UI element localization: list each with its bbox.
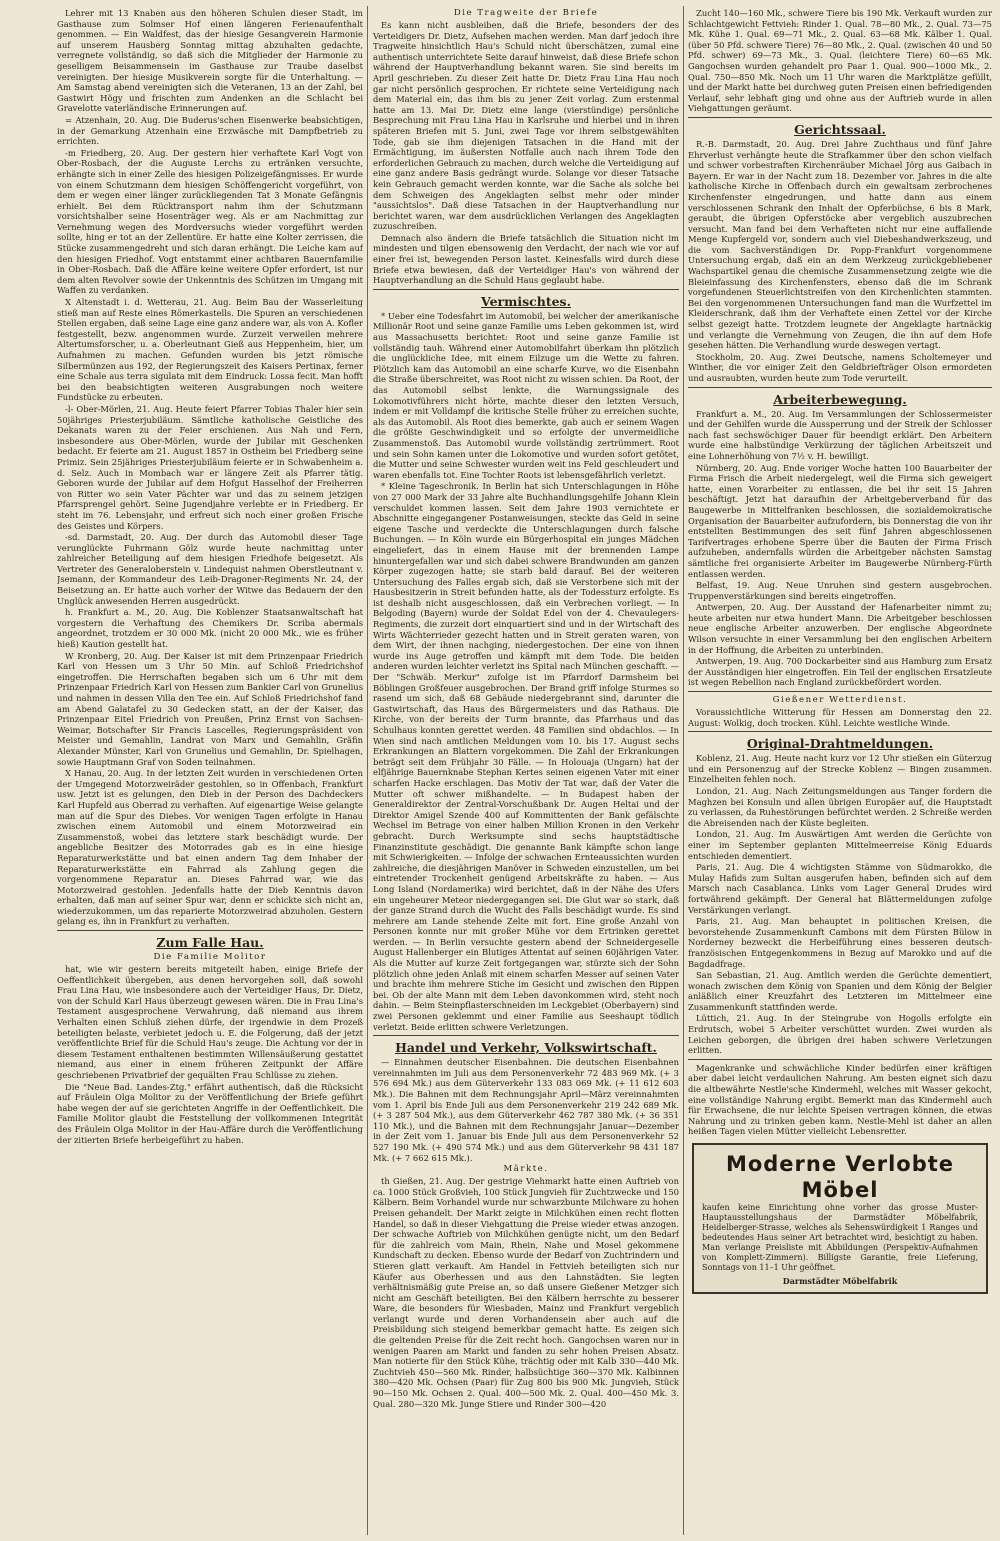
article-paragraph: th Gießen, 21. Aug. Der gestrige Viehmarkt hatte einen Auftrieb von ca. 1000 Stück Großvieh, 100 Stück Jungvieh für Zuchtzwecke und 150 Kälbern. Beim Vorhandel wurde nur schwarzbunte Milchware zu hohen Preisen gehandelt. Der Markt zeigte in Milchkühen einen recht flotten Handel, so daß in dieser Viehgattung die Preise wieder etwas anzogen. Der schwache Auftrieb von Milchkühen genügte nicht, um den Bedarf für die zahlreich vom Main, Rhein, Nahe und Mosel gekommene Kundschaft zu decken. Ebenso wurde der Bedarf von Zuchtrindern und Stieren glatt verkauft. Am Handel in Fettvieh beteiligten sich nur Käufer aus Oberhessen und aus den Lahnstädten. Sie legten verhältnismäßig gute Preise an, so daß unsere Gießener Metzger sich nicht am Geschäft beteiligten. Bei den Kälbern herrschte zu besserer Ware, die besonders für Wiesbaden, Mainz und Frankfurt vergeblich verlangt wurde und deren Vorhandensein aber auch auf die Preisbildung sich steigend bemerkbar gemacht hatte. Es zeigen sich die geltenden Preise für die Zeit recht hoch. Gangochsen waren nur in wenigen Paaren am Markt und fanden zu sehr hohen Preisen Absatz. Man notierte für den Stück Kühe, trächtig oder mit Kalb 330—440 Mk. Zuchtvieh 450—560 Mk. Rinder, halbsüchtige 360—370 Mk. Kalbinnen 380—420 Mk. Ochsen (Paar) für Zug 800 bis 900 Mk. Jungvieh, Stück 90—150 Mk. Ochsen 2. Qual. 400—500 Mk. 2. Qual. 400—450 Mk. 3. Qual. 280—320 Mk. Junge Stiere und Rinder 300—420 xyxy=(373,1176,679,1409)
section-divider xyxy=(688,691,992,692)
article-paragraph: X Hanau, 20. Aug. In der letzten Zeit wurden in verschiedenen Orten der Umgegend Motorzweiräder gestohlen, so in Offenbach, Frankfurt usw. Jetzt ist es gelungen, den Dieb in der Person des Dachdeckers Karl Hupfeld aus Oberrad zu verhaften. Auf eigenartige Weise gelangte man auf die Spur des Diebes. Vor wenigen Tagen erfolgte in Hanau zwischen einem Automobil und einem Motorzweirad ein Zusammenstoß, wobei das letztere stark beschädigt wurde. Der angebliche Besitzer des Motorrades gab es in eine hiesige Reparaturwerkstätte und bat einen andern Tag dem Inhaber der Reparaturwerkstätte ein Fahrrad als Zahlung gegen die vorgenommene Reparatur an. Dieses Fahrrad war, wie das Motorzweirad gestohlen. Jedenfalls hatte der Dieb Kenntnis davon erhalten, daß man auf seiner Spur war, denn er schickte sich nicht an, wiederzukommen, um das reparierte Motorzweirad abzuholen. Gestern gelang es, ihn in Frankfurt zu verhaften. xyxy=(57,768,363,927)
advertisement-footer: Darmstädter Möbelfabrik xyxy=(782,1276,898,1286)
article-paragraph: * Ueber eine Todesfahrt im Automobil, bei welcher der amerikanische Millionär Root und seine ganze Familie ums Leben gekommen ist, wird aus Massachusetts berichtet: Root und seine ganze Familie ist vollständig tauh. Während einer Automobilfahrt überkam ihn plötzlich die unglückliche Idee, mit einem Eilzuge um die Wette zu fahren. Plötzlich kam das Automobil an eine scharfe Kurve, wo die Eisenbahn die Straße überschreitet, was Root nicht zu wissen schien. Da Root, der das Automobil selbst lenkte, die Warnungssignale des Lokomotivführers nicht hörte, machte dieser den letzten Versuch, indem er mit Volldampf die kritische Stelle früher zu erreichen suchte, als das Automobil. Als Root dies bemerkte, gab auch er seinem Wagen die größte Geschwindigkeit und so erfolgte der unvermeidliche Zusammenstoß. Das Automobil wurde vollständig zertrümmert. Root und sein Sohn kamen unter die Lokomotive und wurden sofort getötet, die Mutter und seine Schwester wurden weit ins Feld geschleudert und waren ebenfalls tot. Eine Tochter Roots ist lebensgefährlich verletzt. xyxy=(373,310,679,480)
article-paragraph: Belfast, 19. Aug. Neue Unruhen sind gestern ausgebrochen. Truppenverstärkungen sind bereits eingetroffen. xyxy=(688,580,992,601)
article-paragraph: Lehrer mit 13 Knaben aus den höheren Schulen dieser Stadt, im Gasthause zum Solmser Hof einen längeren Ferienaufenthalt genommen. — Ein Waldfest, das der hiesige Gesangverein Harmonie auf unserem Hausberg Sonntag mittag abzuhalten gedachte, verregnete vollständig, so daß sich die Mitglieder der Harmonie zu geselligem Beisammensein im Gasthause zur Traube daselbst vereinigten. Der hiesige Musikverein sorgte für die Unterhaltung. — Am Samstag abend vereinigten sich die Veteranen, 13 an der Zahl, bei Gastwirt Högy und frischten zum Andenken an die Schlacht bei Gravelotte vaterländische Erinnerungen auf. xyxy=(57,8,363,114)
notice-paragraph: Magenkranke und schwächliche Kinder bedürfen einer kräftigen aber dabei leicht verdaulichen Nahrung. Am besten eignet sich dazu die altbewährte Nestle'sche Kindermehl, welches mit Wasser gekocht, eine vollständige Nahrung ergibt. Bemerkt man das Kindermehl auch für Erwachsene, die nur leichte Speisen vertragen können, die etwas Nahrung und zu trinken geben kann. Nestle-Mehl ist daher an allen heißen Tagen vielen Mütter vielleicht Lebensretter. xyxy=(688,1062,992,1137)
section-subheading: Die Familie Molitor xyxy=(153,952,267,963)
column-rule xyxy=(683,6,684,1535)
article-paragraph: Es kann nicht ausbleiben, daß die Briefe, besonders der des Verteidigers Dr. Dietz, Aufsehen machen werden. Man darf jedoch ihre Tragweite hinsichtlich Hau's Schuld nicht überschätzen, zumal eine authentisch unterrichtete Seite darauf hinweist, daß diese Briefe schon während der Hauptverhandlung bekannt waren. Sie sind bereits im April geschrieben. Zu dieser Zeit hatte Dr. Dietz Frau Lina Hau noch gar nicht persönlich gesprochen. Er richtete seine Verteidigung nach dem Material ein, das ihm bis zu jener Zeit vorlag. Zum erstenmal hatte am 13. Mai Dr. Dietz eine lange (vierstündige) persönliche Besprechung mit Frau Lina Hau in Karlsruhe und hierbei und in ihren späteren Briefen mit 5. Juni, zwei Tage vor ihrem selbstgewählten Tode, gab sie ihm diejenigen Tatsachen in die Hand mit der Ermächtigung, im äußersten Notfalle auch nach ihrem Tode den erforderlichen Gebrauch zu machen, durch welche die Verteidigung auf eine ganz andere Basis gedrängt wurde. Solange vor dieser Tatsache kein Gebrauch gemacht werden konnte, war die Sache als solche bei dem Schweigen des Angeklagten selbst mehr oder minder "aussichtslos". Daß diese Tatsachen in der Hauptverhandlung nur berichtet waren, war dem ausdrücklichen Verlangen des Angeklagten zuzuschreiben. xyxy=(373,20,679,232)
section-divider xyxy=(688,387,992,388)
article-paragraph: = Atzenhain, 20. Aug. Die Buderus'schen Eisenwerke beabsichtigen, in der Gemarkung Atzenhain eine Erzwäsche mit Dampfbetrieb zu errichten. xyxy=(57,114,363,147)
advertisement-text: kaufen keine Einrichtung ohne vorher das grosse Muster-Hauptausstellungshaus der Darmstädter Möbelfabrik, Heidelberger-Strasse, welches als Sehenswürdigkeit 1 Ranges und bedeutendes Haus seiner Art betrachtet wird, besichtigt zu haben. Man verlange Preisliste mit Abbildungen (Perspektiv-Aufnahmen von Komplett-Zimmern). Billigste Garantie, freie Lieferung, Sonntags von 11–1 Uhr geöffnet. xyxy=(702,1203,978,1272)
advertisement-title: Moderne Verlobte Möbel xyxy=(725,1152,955,1202)
wire-report: Koblenz, 21. Aug. Heute nacht kurz vor 12 Uhr stießen ein Güterzug und ein Personenzug auf der Strecke Koblenz — Bingen zusammen. Einzelheiten fehlen noch. xyxy=(688,753,992,785)
column-1 xyxy=(57,8,363,1533)
article-paragraph: — Einnahmen deutscher Eisenbahnen. Die deutschen Eisenbahnen vereinnahmten im Juli aus dem Personenverkehr 72 483 969 Mk. (+ 3 576 694 Mk.) aus dem Güterverkehr 133 083 069 Mk. (+ 11 612 603 Mk.). Die Bahnen mit dem Rechnungsjahr April—März vereinnahmten vom 1. April bis Ende Juli aus dem Personenverkehr 219 242 689 Mk. (+ 3 287 504 Mk.), aus dem Güterverkehr 462 787 380 Mk. (+ 36 351 110 Mk.), und die Bahnen mit dem Rechnungsjahr Januar—Dezember in der Zeit vom 1. Januar bis Ende Juli aus dem Personenverkehr 52 527 190 Mk. (+ 490 574 Mk.) und aus dem Güterverkehr 98 431 187 Mk. (+ 7 662 615 Mk.). xyxy=(373,1057,679,1163)
section-heading-drahtmeldungen: Original-Drahtmeldungen. xyxy=(746,736,934,752)
section-heading-hau: Zum Falle Hau. xyxy=(156,935,264,951)
section-heading-handel: Handel und Verkehr, Volkswirtschaft. xyxy=(395,1040,657,1056)
article-paragraph: -sd. Darmstadt, 20. Aug. Der durch das Automobil dieser Tage verunglückte Fuhrmann Gölz wurde heute nachmittag unter zahlreicher Beteiligung auf dem hiesigen Friedhofe beigesetzt. Als Vertreter des Generaloberstein v. Lindequist nahmen Oberstleutnant v. Jsemann, der Kommandeur des Leib-Dragoner-Regiments Nr. 24, der Beisetzung an. Er hatte auch vorher der Witwe das Bedauern der den Unglück anwesenden Herren ausgedrückt. xyxy=(57,532,363,606)
column-rule xyxy=(367,6,368,1535)
article-paragraph: Frankfurt a. M., 20. Aug. Im Versammlungen der Schlossermeister und der Gehilfen wurde die Aussperrung und der Streik der Schlosser nach fast sechswöchiger Dauer für beendigt erklärt. Den Arbeitern wurde eine halbstündige Verkürzung der täglichen Arbeitszeit und eine Lohnerhöhung von 7½ v. H. bewilligt. xyxy=(688,408,992,461)
wire-report: London, 21. Aug. Nach Zeitungsmeldungen aus Tanger fordern die Maghzen bei Konsuln und allen übrigen Europäer auf, die Hauptstadt zu verlassen, da Ruhestörungen befürchtet werden. 2 Schreiße werden die Abreisenden nach der Küste begleiten. xyxy=(688,786,992,828)
article-paragraph: Antwerpen, 20. Aug. Der Ausstand der Hafenarbeiter nimmt zu; heute arbeiten nur etwa hundert Mann. Die Arbeitgeber beschlossen neue englische Arbeiter anzuwerben. Der englische Abgeordnete Wilson versuchte in einer Versammlung bei den englischen Arbeitern in der Hoffnung, die Arbeiten zu unterbinden. xyxy=(688,602,992,655)
section-heading-arbeiterbewegung: Arbeiterbewegung. xyxy=(773,391,907,407)
wire-report: London, 21. Aug. Im Auswärtigen Amt werden die Gerüchte von einer im September geplanten Mittelmeerreise König Eduards entschieden dementiert. xyxy=(688,829,992,861)
article-paragraph: h. Frankfurt a. M., 20. Aug. Die Koblenzer Staatsanwaltschaft hat vorgestern die Verhaftung des Chemikers Dr. Scriba abermals angeordnet, trotzdem er 30 000 Mk. (nicht 20 000 Mk., wie es früher hieß) Kaution gestellt hat. xyxy=(57,607,363,650)
article-paragraph: R.-B. Darmstadt, 20. Aug. Drei Jahre Zuchthaus und fünf Jahre Ehrverlust verhängte heute die Strafkammer über den schon vielfach und schwer vorbestraften Kirchenräuber Michael Jörg aus Gaibach in Bayern. Er war in der Nacht zum 18. Dezember vor. Jahres in die alte katholische Kirche in Offenbach durch ein gewaltsam zerbrochenes Kirchenfenster eingedrungen, und hatte dann aus einem verschlossenen Schrank den Inhalt der Opferbüchse, 6 bis 8 Mark, geraubt, die übrigen Opferstöcke aber vergeblich auszubrechen versucht. Man fand bei dem Verhafteten nicht nur eine auffallende Menge Kupfergeld vor, sondern auch viel Diebeshandwerkszeug, und die vom Sachverständigen Dr. Popp-Frankfurt vorgenommene Untersuchung ergab, daß ein an dem Werkzeug zurückgebliebener Wachspartikel genau die chemische Zusammensetzung zeigte wie die Bleieinfassung des Kirchenfensters, ebenso daß die im Schrank vorgefundenen Steuerlichtstreifen von den Kirchenlichten stammten. Bei den vorgenommenen Untersuchungen fand man die Wurfzettel im Kleiderschrank, daß ihm der Verhaftete einen Zettel vor der Kirche selbst gezeigt hatte. Trotzdem leugnete der Angeklagte hartnäckig und verlangte die Vernehmung von Zeugen, die ihn auf dem Hofe gesehen hätten. Die Verhandlung wurde deswegen vertagt. xyxy=(688,138,992,351)
section-divider xyxy=(688,117,992,118)
furniture-advertisement xyxy=(692,1143,988,1294)
article-paragraph: Die "Neue Bad. Landes-Ztg." erfährt authentisch, daß die Rücksicht auf Fräulein Olga Molitor zu der Veröffentlichung der Briefe geführt habe wegen der auf sie gerichteten Angriffe in der Oeffentlichkeit. Die Familie Molitor glaubt die Feststellung der vollkommenen Integrität des Fräulein Olga Molitor in der Hau-Affäre durch die Veröffentlichung der zitierten Briefe herbeigeführt zu haben. xyxy=(57,1081,363,1145)
article-paragraph: -m Friedberg, 20. Aug. Der gestern hier verhaftete Karl Vogt von Ober-Rosbach, der die Auguste Lerchs zu ertränken versuchte, erhängte sich in einer Zelle des hiesigen Polizeigefängnisses. Er wurde von einem Schutzmann dem hiesigen Schöffengericht vorgeführt, von dem er wegen einer länger zurückliegenden Tat 3 Monate Gefängnis erhielt. Bei dem Rücktransport nahm ihm der Schutzmann vorsichtshalber seine Hosenträger weg. Als er am Nachmittag zur Vernehmung wegen des Mordversuchs wieder vorgeführt werden sollte, hing er tot an der Zellentüre. Er hatte eine Kolter zerrissen, die Stücke zusammengedreht und sich daran erhängt. Die Leiche kam auf den hiesigen Friedhof. Vogt entstammt einer achtbaren Bauernfamilie in Ober-Rosbach. Daß die Affäre keine weitere Opfer erfordert, ist nur dem alten Revolver sowie der Unkenntnis des Schützen im Umgang mit Waffen zu verdanken. xyxy=(57,147,363,296)
article-paragraph: Demnach also ändern die Briefe tatsächlich die Situation nicht im mindesten und tilgen ebensowenig den Verdacht, der nach wie vor auf einer frei ist, bewegenden Person lastet. Keinesfalls wird durch diese Briefe etwa bewiesen, daß der Verteidiger Hau's von während der Hauptverhandlung an die Schuld Haus geglaubt habe. xyxy=(373,232,679,286)
column-2 xyxy=(373,8,679,1533)
section-divider xyxy=(373,1035,679,1036)
subsection-heading-maerkte: Märkte. xyxy=(503,1164,549,1175)
section-divider xyxy=(373,289,679,290)
section-divider xyxy=(688,1059,992,1060)
wire-report: San Sebastian, 21. Aug. Amtlich werden die Gerüchte dementiert, wonach zwischen dem König von Spanien und dem König der Belgier anläßlich einer Kreuzfahrt des Letzteren im Mittelmeer eine Zusammenkunft stattfinden werde. xyxy=(688,970,992,1012)
wire-report: Paris, 21. Aug. Man behauptet in politischen Kreisen, die bevorstehende Zusammenkunft Cambons mit dem Fürsten Bülow in Norderney bezweckt die Herbeiführung eines besseren deutsch-französischen Entgegenkommens in Bezug auf Marokko und auf die Bagdadfrage. xyxy=(688,916,992,969)
article-paragraph: Antwerpen, 19. Aug. 700 Dockarbeiter sind aus Hamburg zum Ersatz der Ausständigen hier eingetroffen. Ein Teil der englischen Ersatzleute ist wegen Rebellion nach England zurückbefördert worden. xyxy=(688,656,992,688)
section-divider xyxy=(688,731,992,732)
section-heading-gerichtssaal: Gerichtssaal. xyxy=(794,121,886,137)
article-paragraph: Nürnberg, 20. Aug. Ende voriger Woche hatten 100 Bauarbeiter der Firma Frisch die Arbeit niedergelegt, weil die Firma sich geweigert hatte, einen Vorarbeiter zu entlassen, die bei ihr seit 15 Jahren beschäftigt. Jetzt hat daraufhin der Arbeitgeberverband für das Baugewerbe in Mittelfranken beschlossen, die sozialdemokratische Organisation der Bauarbeiter aufzufordern, bis Donnerstag die von ihr entstellten Bestimmungen des seit fünf Jahren abgeschlossenen Tarifvertrages erhobene Sperre über die Bauten der Firma Frisch aufzuheben, andernfalls würden die Arbeitgeber nächsten Samstag sämtliche frei organisierte Arbeiter im Baugewerbe Nürnberg-Fürth entlassen werden. xyxy=(688,462,992,579)
article-paragraph: Stockholm, 20. Aug. Zwei Deutsche, namens Scholtemeyer und Winther, die vor einiger Zeit den Geldbriefträger Olson ermordeten und ausraubten, wurden heute zum Tode verurteilt. xyxy=(688,351,992,383)
section-heading-vermischtes: Vermischtes. xyxy=(481,293,571,309)
column-3 xyxy=(688,8,992,1533)
wire-report: Paris, 21. Aug. Die 4 wichtigsten Stämme von Südmarokko, die Mulay Hafids zum Sultan ausgerufen haben, befinden sich auf dem Marsch nach Casablanca. Links vom Lager General Drudes wird fortwährend gekämpft. Der General hat Blättermeldungen zufolge Verstärkungen verlangt. xyxy=(688,862,992,915)
wire-report: Lüttich, 21. Aug. In der Steingrube von Hogolls erfolgte ein Erdrutsch, wobei 5 Arbeiter verschüttet wurden. Zwei wurden als Leichen geborgen, die übrigen drei haben schwere Verletzungen erlitten. xyxy=(688,1013,992,1056)
article-paragraph: hat, wie wir gestern bereits mitgeteilt haben, einige Briefe der Oeffentlichkeit übergeben, aus denen hervorgehen soll, daß sowohl Frau Lina Hau, wie insbesondere auch der Verteidiger Haus, Dr. Dietz, von der Schuld Karl Haus überzeugt gewesen wären. Die in Frau Lina's Testament ausgesprochene Verwahrung, daß niemand aus ihrem Verhalten einen Schluß ziehen dürfe, der irgendwie in dem Prozeß beteiligten belaste, verbietet jedoch u. E. die Folgerung, daß der jetzt veröffentlichte Brief für die Schuld Hau's zeuge. Die Achtung vor der in diesem Testament enthaltenen bestimmten Willensäußerung gestattet niemand, aus einer in einem früheren Zeitpunkt der Affäre geschriebenen Privatbrief der gequälten Frau Schlüsse zu ziehen. xyxy=(57,964,363,1080)
article-paragraph: X Altenstadt i. d. Wetterau, 21. Aug. Beim Bau der Wasserleitung stieß man auf Reste eines Römerkastells. Die Spuren an verschiedenen Stellen ergaben, daß seine Lage eine ganz andere war, als von A. Kofler festgestellt, bezw. angenommen wurde. Zurzeit verweilen mehrere Altertumsforscher, u. a. Oberleutnant Gieß aus Heppenheim, hier, um Aufnahmen zu machen. Gefunden wurden bis jetzt römische Silbermünzen aus 192, der Regierungszeit des Kaisers Pertinax, ferner eine Schale aus terra sigulata mit dem Eindruck: Lossa fecit. Man hofft bei den beabsichtigten weiteren Ausgrabungen noch weitere Fundstücke zu erbeuten. xyxy=(57,297,363,403)
weather-forecast: Voraussichtliche Witterung für Hessen am Donnerstag den 22. August: Wolkig, doch trocken. Kühl. Leichte westliche Winde. xyxy=(688,707,992,728)
article-paragraph: * Kleine Tageschronik. In Berlin hat sich Unterschlagungen in Höhe von 27 000 Mark der 33 Jahre alte Buchhandlungsgehilfe Johann Klein verschuldet kommen lassen. Seit dem Jahre 1903 vernichtete er Abschnitte eingegangener Postanweisungen, steckte das Geld in seine eigene Tasche und verdeckte die Unterschlagungen durch falsche Buchungen. — In Köln wurde ein Bürgerhospital ein junges Mädchen eingeliefert, das in einem Hause mit der brennenden Lampe hinuntergefallen war und sich dabei schwere Brandwunden am ganzen Körper zugezogen hatte; sie starb bald darauf. Bei der weiteren Untersuchung des Falles ergab sich, daß sie Verstorbene sich mit der Hausbesitzerin in Streit befunden hatte, als der Todessturz erfolgte. Es ist deshalb nicht ausgeschlossen, daß ein Verbrechen vorliegt. — In Belgoding (Bayern) wurde der Soldat Edel von der 4. Chevaulegers-Regiments, die zurzeit dort einquartiert sind und in der Wirtschaft des Wirts Wächterrieder gezecht hatten und in Streit geraten waren, von dem Wirt, der ihnen nachging, niedergestochen. Der eine von ihnen wurde ins Auge getroffen und kämpft mit dem Tode. Die beiden anderen wurden leichter verletzt ins Spital nach München geschafft. — Der "Schwäb. Merkur" zufolge ist im Pfarrdorf Darmsheim bei Böblingen Großfeuer ausgebrochen. Der Brand griff infolge Sturmes so rasend um sich, daß 68 Gebäude niedergebrannt sind, darunter die Gastwirtschaft, das Haus des Bürgermeisters und das Rathaus. Die Kirche, von der bereits der Turm brannte, das Pfarrhaus und das Schulhaus konnten gerettet werden. 48 Familien sind obdachlos. — In Wien sind nach amtlichen Meldungen vom 10. bis 17. August sechs Erkrankungen an Blattern vorgekommen. Die Zahl der Erkrankungen beträgt seit dem Frühjahr 30 Fälle. — In Holouaja (Ungarn) hat der elfjährige Bauernknabe Stephan Kertes seinen eigenen Vater mit einer scharfen Hacke erschlagen. Das Motiv der Tat war, daß der Vater die Mutter oft schwer mißhandelte. — In Budapest haben der Generaldirektor der Zentral-Vorschußbank Dr. Augen Heltai und der Direktor Amigel Szende 400 auf Kommittenten der Bank gefälschte Wechsel im Betrage von einer halben Million Kronen in den Verkehr gebracht. Durch Werksumpte sind sechs hauptstädtische Finanzinstitute geschädigt. Die genannte Bank kämpfte schon lange mit Schwierigkeiten. — Infolge der schwachen Ernteaussichten wurden zahlreiche, die diesjährigen Manöver in Schweden einzustellen, um bei eintretender Trockenheit genügend Arbeitskräfte zu haben. — Aus Long Island (Nordamerika) wird berichtet, daß in der Nähe des Ufers ein ungeheurer Meteor niedergegangen sei. Die Glut war so stark, daß der ganze Strand durch die Wucht des Falls beschädigt wurde. Es sind mehrere am Lande stehende Zelte mit fort. Eine große Anzahl von Personen konnte nur mit großer Mühe vor dem Ertrinken gerettet werden. — In Berlin versuchte gestern abend der Schneidergeselle August Hallenberger ein Blutiges Attentat auf seinen 60jährigen Vater. Als die Mutter auf kurze Zeit fortgegangen war, stürzte sich der Sohn plötzlich ohne jeden Anlaß mit einem scharfen Messer auf seinen Vater und brachte ihm mehrere Stiche im Gesicht und zwischen den Rippen bei. Ob der alte Mann mit dem Leben davonkommen wird, steht noch dahin. — Beim Steinpflasterschneiden im Leckgebiet (Oberbayern) sind zwei Personen geklemmt und einer Familie aus Seeshaupt tödlich verletzt. Beide erlitten schwere Verletzungen. xyxy=(373,481,679,1032)
article-heading-briefe: Die Tragweite der Briefe xyxy=(453,8,599,18)
article-paragraph: Zucht 140—160 Mk., schwere Tiere bis 190 Mk. Verkauft wurden zur Schlachtgewicht Fettvieh: Rinder 1. Qual. 78—80 Mk., 2. Qual. 73—75 Mk. Kühe 1. Qual. 69—71 Mk., 2. Qual. 63—68 Mk. Kälber 1. Qual. (über 50 Pfd. schwere Tiere) 76—80 Mk., 2. Qual. (zwischen 40 und 50 Pfd. schwer) 69—73 Mk., 3. Qual. (leichtere Tiere) 60—65 Mk. Gangochsen wurden gehandelt pro Paar 1. Qual. 900—1000 Mk., 2. Qual. 750—850 Mk. Noch um 11 Uhr waren die Marktplätze gefüllt, und der Markt hatte bei durchweg guten Preisen einen befriedigenden Verlauf, sehr lebhaft ging und ohne aus der Auftrieb wurde in allen Viehgattungen geräumt. xyxy=(688,8,992,114)
article-paragraph: W Kronberg, 20. Aug. Der Kaiser ist mit dem Prinzenpaar Friedrich Karl von Hessen um 3 Uhr 50 Min. auf Schloß Friedrichshof eingetroffen. Die Herrschaften begaben sich um 6 Uhr mit dem Prinzenpaar Friedrich Karl von Hessen zum Bankier Carl von Grunelius und nahmen in dessen Villa den Tee ein. Auf Schloß Friedrichshof fand am Abend Galatafel zu 30 Gedecken statt, an der der Kaiser, das Prinzenpaar Eitel Friedrich von Preußen, Prinz Ernst von Sachsen-Weimar, Botschafter Sir Francis Lascelles, Regierungspräsident von Meister und Gemahlin, Landrat von Marx und Gemahlin, Gräfin Alexander Münster, Karl von Grunelius und Gemahlin, Dr. Spielhagen, sowie Hauptmann Graf von Soden teilnahmen. xyxy=(57,650,363,767)
article-paragraph: -l- Ober-Mörlen, 21. Aug. Heute feiert Pfarrer Tobias Thaler hier sein 50jähriges Priesterjubiläum. Sämtliche katholische Geistliche des Dekanats waren zu der Feier erschienen. Aus Nah und Fern, insbesondere aus Ober-Mörlen, wurde der Jubilar mit Geschenken bedacht. Er feierte am 21. August 1857 in Ostheim bei Friedberg seine Primiz. Sein 25jähriges Priesterjubiläum feierte er in Schwabenheim a. d. Selz. Auch in Mombach war er längere Zeit als Pfarrer tätig. Geboren wurde der Jubilar auf dem Hofgut Hasselhof der Freiherren von Ritter wo sein Vater Pächter war und das zu seinem jetzigen Pfarrsprengel gehört. Seine Jugendjahre verlebte er in Friedberg. Er steht im 76. Lebensjahr, und erfreut sich noch einer großen Frische des Geistes und Körpers. xyxy=(57,403,363,531)
section-divider xyxy=(57,930,363,931)
section-heading-wetterdienst: Gießener Wetterdienst. xyxy=(772,695,908,706)
